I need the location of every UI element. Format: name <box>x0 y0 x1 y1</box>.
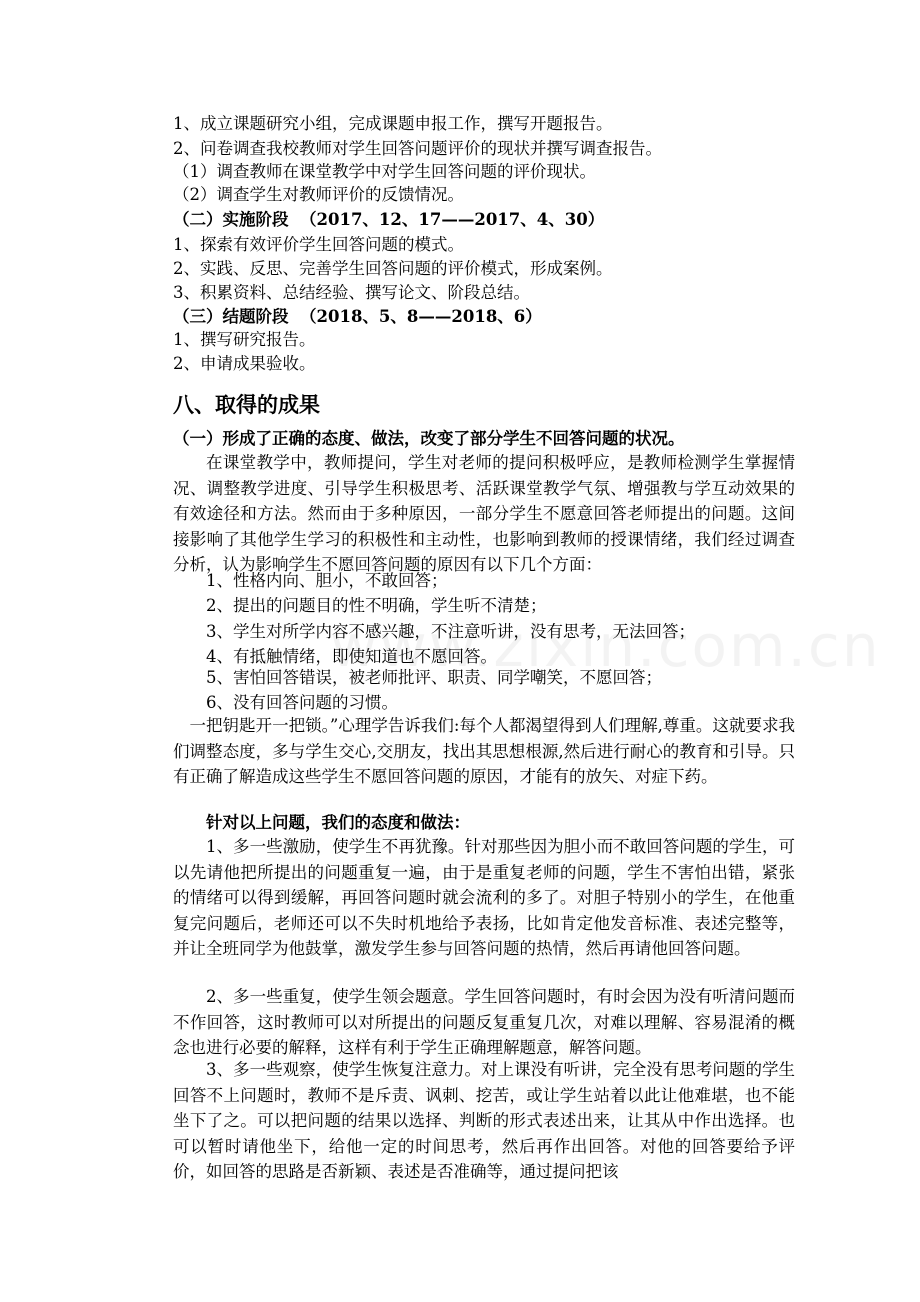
method-paragraph: 1、多一些激励，使学生不再犹豫。针对那些因为胆小而不敢回答问题的学生，可以先请他把所提出的问题重复一遍，由于是重复老师的问题，学生不害怕出错，紧张的情绪可以得到缓解，再回答问题时就会流利的多了。对胆子特别小的学生，在他重复完问题后，老师还可以不失时机地给予表扬，比如肯定他发音标准、表述完整等，并让全班同学为他鼓掌，激发学生参与回答问题的热情，然后再请他回答问题。 <box>173 837 795 958</box>
list-item: 1、撰写研究报告。 <box>173 330 316 349</box>
list-item <box>173 646 793 668</box>
section-subheading: （一）形成了正确的态度、做法，改变了部分学生不回答问题的状况。 <box>173 429 685 448</box>
reason-text: 6、没有回答问题的习惯。 <box>206 693 398 712</box>
list-item: 2、实践、反思、完善学生回答问题的评价模式，形成案例。 <box>173 259 613 278</box>
list-item <box>173 570 793 592</box>
list-item: 3、积累资料、总结经验、撰写论文、阶段总结。 <box>173 283 530 302</box>
stage2-title: （二）实施阶段 <box>173 210 289 229</box>
methods-title: 针对以上问题，我们的态度和做法： <box>206 813 470 832</box>
stage3-title: （三）结题阶段 <box>173 307 289 326</box>
reason-text: 2、提出的问题目的性不明确，学生听不清楚； <box>206 596 547 615</box>
list-item: 2、申请成果验收。 <box>173 354 316 373</box>
stage3-heading <box>173 306 793 328</box>
method-paragraph: 2、多一些重复，使学生领会题意。学生回答问题时，有时会因为没有听清问题而不作回答，这时教师可以对所提出的问题反复重复几次，对难以理解、容易混淆的概念也进行必要的解释，这样有利于学生正确理解题意，解答问题。 <box>173 987 795 1057</box>
reason-text: 1、性格内向、胆小，不敢回答； <box>206 571 448 590</box>
quote-paragraph: 一把钥匙开一把锁。”心理学告诉我们:每个人都渴望得到人们理解,尊重。这就要求我们调整态度，多与学生交心,交朋友，找出其思想根源,然后进行耐心的教育和引导。只有正确了解造成这些学生不愿回答问题的原因，才能有的放矢、对症下药。 <box>173 716 795 786</box>
method-paragraph: 3、多一些观察，使学生恢复注意力。对上课没有听讲，完全没有思考问题的学生回答不上问题时，教师不是斥责、讽刺、挖苦，或让学生站着以此让他难堪，也不能坐下了之。可以把问题的结果以选择、判断的形式表述出来，让其从中作出选择。也可以暂时请他坐下，给他一定的时间思考，然后再作出回答。对他的回答要给予评价，如回答的思路是否新颖、表述是否准确等，通过提问把该 <box>173 1060 795 1181</box>
list-item <box>173 692 793 714</box>
list-item: 2、问卷调查我校教师对学生回答问题评价的现状并撰写调查报告。 <box>173 139 662 158</box>
list-item <box>173 667 793 689</box>
reason-text: 5、害怕回答错误，被老师批评、职责、同学嘲笑，不愿回答； <box>206 668 662 687</box>
list-item: 1、成立课题研究小组，完成课题申报工作，撰写开题报告。 <box>173 114 613 133</box>
intro-paragraph: 在课堂教学中，教师提问，学生对老师的提问积极呼应，是教师检测学生掌握情况、调整教学进度、引导学生积极思考、活跃课堂教学气氛、增强教与学互动效果的有效途径和方法。然而由于多种原因，一部分学生不愿意回答老师提出的问题。这间接影响了其他学生学习的积极性和主动性，也影响到教师的授课情绪，我们经过调查分析，认为影响学生不愿回答问题的原因有以下几个方面： <box>173 453 795 574</box>
section-heading: 八、取得的成果 <box>173 392 320 417</box>
reason-text: 4、有抵触情绪，即使知道也不愿回答。 <box>206 647 497 666</box>
list-item <box>173 621 793 643</box>
list-item: （1）调查教师在课堂教学中对学生回答问题的评价现状。 <box>173 162 596 181</box>
stage3-dates: （2018、5、8——2018、6） <box>300 307 542 326</box>
list-item: 1、探索有效评价学生回答问题的模式。 <box>173 235 464 254</box>
reason-text: 3、学生对所学内容不感兴趣，不注意听讲，没有思考，无法回答； <box>206 622 695 641</box>
stage2-heading <box>173 209 793 231</box>
stage2-dates: （2017、12、17——2017、4、30） <box>300 210 605 229</box>
list-item: （2）调查学生对教师评价的反馈情况。 <box>173 185 464 204</box>
list-item <box>173 595 793 617</box>
